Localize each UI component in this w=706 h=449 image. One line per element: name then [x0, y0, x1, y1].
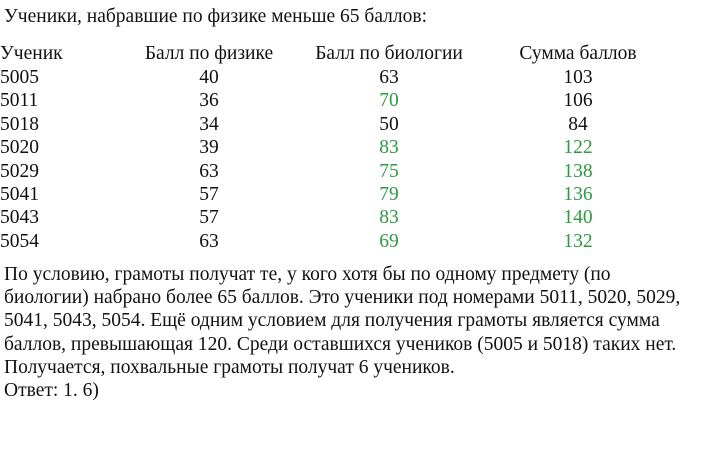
- cell-physics: 63: [199, 160, 219, 182]
- header-physics: Балл по физике: [144, 43, 274, 64]
- cell-physics: 57: [199, 207, 219, 229]
- cell-sum: 106: [563, 90, 593, 112]
- cell-sum: 103: [563, 67, 593, 88]
- cell-student: 5029: [0, 160, 39, 182]
- table-row: [0, 136, 676, 159]
- header-sum: Сумма баллов: [519, 43, 637, 64]
- cell-student: 5011: [0, 90, 39, 112]
- table-row: [0, 230, 676, 253]
- cell-sum: 136: [563, 184, 593, 206]
- table-row: [0, 89, 676, 112]
- explanation-paragraph: По условию, грамоты получат те, у кого хотя бы по одному предмету (по биологии) набрано более 65 баллов. Это ученики под номерами 5011, 5020, 5029, 5041, 5043, 5054. Ещё одним условием для получения грамоты является сумма баллов, превышающая 120. Среди оставшихся учеников (5005 и 5018) таких нет. Получается, похвальные грамоты получат 6 учеников.: [4, 264, 681, 378]
- cell-sum: 84: [568, 113, 588, 135]
- cell-physics: 40: [199, 67, 219, 88]
- cell-biology: 70: [379, 90, 399, 112]
- table-row: [0, 66, 676, 89]
- cell-biology: 69: [379, 230, 399, 252]
- cell-physics: 36: [199, 90, 219, 112]
- cell-biology: 83: [379, 207, 399, 229]
- table-body: [0, 66, 676, 253]
- table-header-row: [0, 42, 676, 66]
- cell-student: 5020: [0, 137, 39, 159]
- cell-biology: 63: [379, 67, 399, 88]
- table-row: [0, 206, 676, 229]
- cell-sum: 132: [563, 230, 593, 252]
- cell-physics: 39: [199, 137, 219, 159]
- cell-biology: 79: [379, 184, 399, 206]
- cell-sum: 138: [563, 160, 593, 182]
- table-row: [0, 160, 676, 183]
- table-row: [0, 183, 676, 206]
- cell-physics: 57: [199, 184, 219, 206]
- header-student: Ученик: [0, 43, 63, 64]
- header-biology: Балл по биологии: [315, 43, 463, 64]
- cell-sum: 122: [563, 137, 593, 159]
- cell-student: 5018: [0, 113, 39, 135]
- solution-text: [4, 263, 694, 402]
- scores-table: [0, 42, 676, 253]
- cell-student: 5054: [0, 230, 39, 252]
- cell-biology: 75: [379, 160, 399, 182]
- cell-biology: 50: [379, 113, 399, 135]
- cell-physics: 63: [199, 230, 219, 252]
- cell-student: 5005: [0, 67, 39, 88]
- page-heading: Ученики, набравшие по физике меньше 65 баллов:: [4, 6, 428, 27]
- cell-student: 5041: [0, 184, 39, 206]
- cell-physics: 34: [199, 113, 219, 135]
- answer-line: Ответ: 1. 6): [4, 380, 99, 402]
- cell-student: 5043: [0, 207, 39, 229]
- cell-biology: 83: [379, 137, 399, 159]
- table-row: [0, 113, 676, 136]
- cell-sum: 140: [563, 207, 593, 229]
